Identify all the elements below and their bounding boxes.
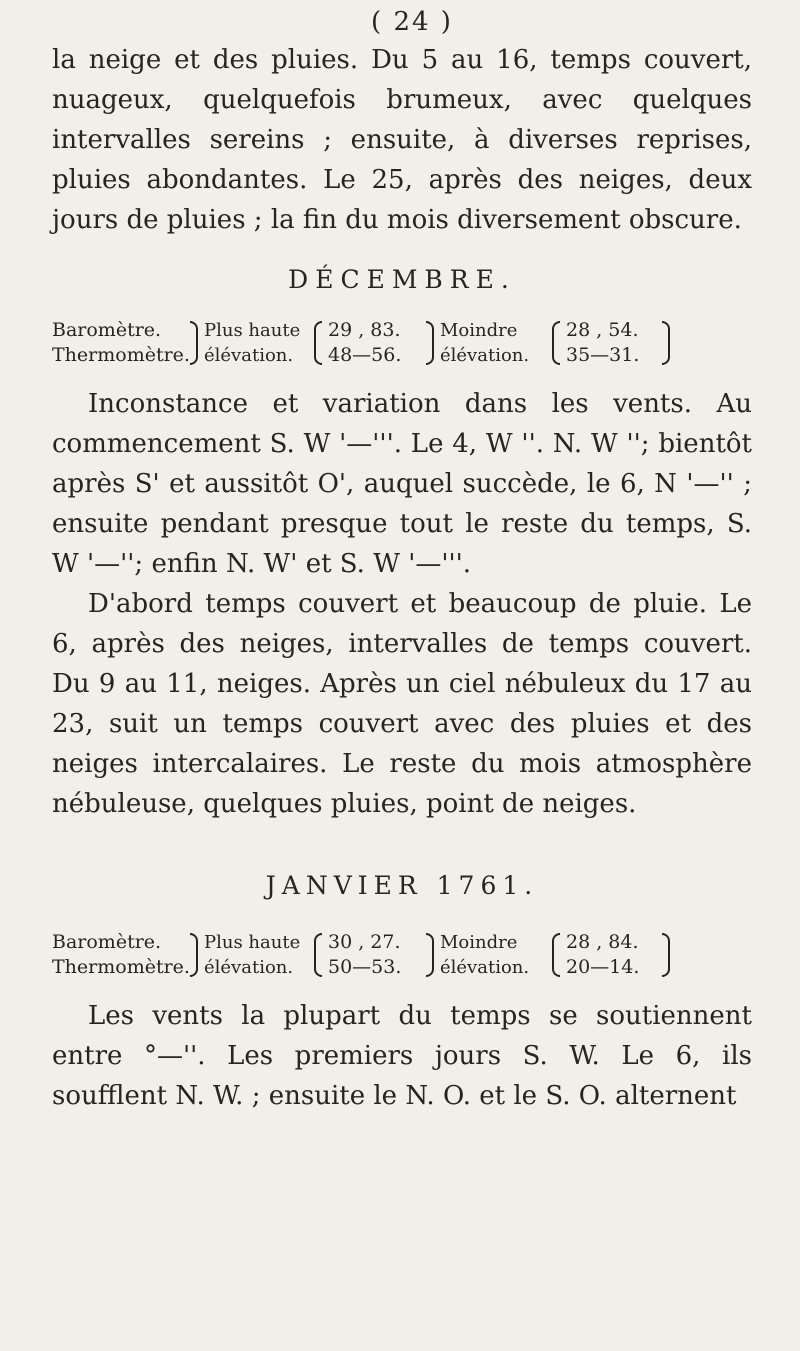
thermometer-low: 35—31. xyxy=(566,344,640,366)
bracket xyxy=(190,933,198,977)
barometer-high: 30 , 27. xyxy=(328,931,401,953)
highest-label: Plus haute élévation. xyxy=(204,932,301,978)
page-number: ( 24 ) xyxy=(371,7,453,37)
bracket xyxy=(552,933,560,977)
paragraph-november-end: la neige et des pluies. Du 5 au 16, temps couvert, nuageux, quelquefois brumeux, avec quelques intervalles sereins ; ensuite, à diverses reprises, pluies abondantes. Le 25, après des neiges, deux jours de pluies ; la fin du mois diversement obscure. xyxy=(52,45,752,235)
lowest-label: Moindre élévation. xyxy=(440,320,530,366)
bracket xyxy=(314,321,322,365)
highest-label: Plus haute élévation. xyxy=(204,320,301,366)
bracket xyxy=(426,321,434,365)
barometer-label: Baromètre. xyxy=(52,319,162,341)
instrument-names xyxy=(52,930,190,980)
lowest-label: Moindre élévation. xyxy=(440,932,530,978)
lowest-values xyxy=(566,930,656,980)
barometer-low: 28 , 54. xyxy=(566,319,639,341)
thermometer-label: Thermomètre. xyxy=(52,344,190,366)
paragraph-december-weather: D'abord temps couvert et beaucoup de pluie. Le 6, après des neiges, intervalles de temps couvert. Du 9 au 11, neiges. Après un ciel nébuleux du 17 au 23, suit un temps couvert avec des pluies et des neiges intercalaires. Le reste du mois atmosphère nébuleuse, quelques pluies, point de neiges. xyxy=(52,589,752,819)
readings-december xyxy=(52,318,752,368)
paragraph-december-winds: Inconstance et variation dans les vents. Au commencement S. W '—'''. Le 4, W ''. N. W ''; bientôt après S' et aussitôt O', auquel succède, le 6, N '—'' ; ensuite pendant presque tout le reste du temps, S. W '—''; enfin N. W' et S. W '—'''. xyxy=(52,389,752,579)
barometer-label: Baromètre. xyxy=(52,931,162,953)
lowest-values xyxy=(566,318,656,368)
bracket xyxy=(314,933,322,977)
thermometer-high: 50—53. xyxy=(328,956,402,978)
month-heading-january: JANVIER 1761. xyxy=(265,871,539,900)
thermometer-high: 48—56. xyxy=(328,344,402,366)
bracket xyxy=(190,321,198,365)
bracket xyxy=(426,933,434,977)
paragraph-january-winds: Les vents la plupart du temps se soutiennent entre °—''. Les premiers jours S. W. Le 6, ils soufflent N. W. ; ensuite le N. O. et le S. O. alternent xyxy=(52,1001,752,1111)
bracket xyxy=(662,933,670,977)
month-heading-december: DÉCEMBRE. xyxy=(288,265,516,294)
instrument-names xyxy=(52,318,190,368)
readings-january xyxy=(52,930,752,980)
highest-values xyxy=(328,930,420,980)
bracket xyxy=(552,321,560,365)
highest-values xyxy=(328,318,420,368)
barometer-low: 28 , 84. xyxy=(566,931,639,953)
bracket xyxy=(662,321,670,365)
barometer-high: 29 , 83. xyxy=(328,319,401,341)
thermometer-label: Thermomètre. xyxy=(52,956,190,978)
thermometer-low: 20—14. xyxy=(566,956,640,978)
